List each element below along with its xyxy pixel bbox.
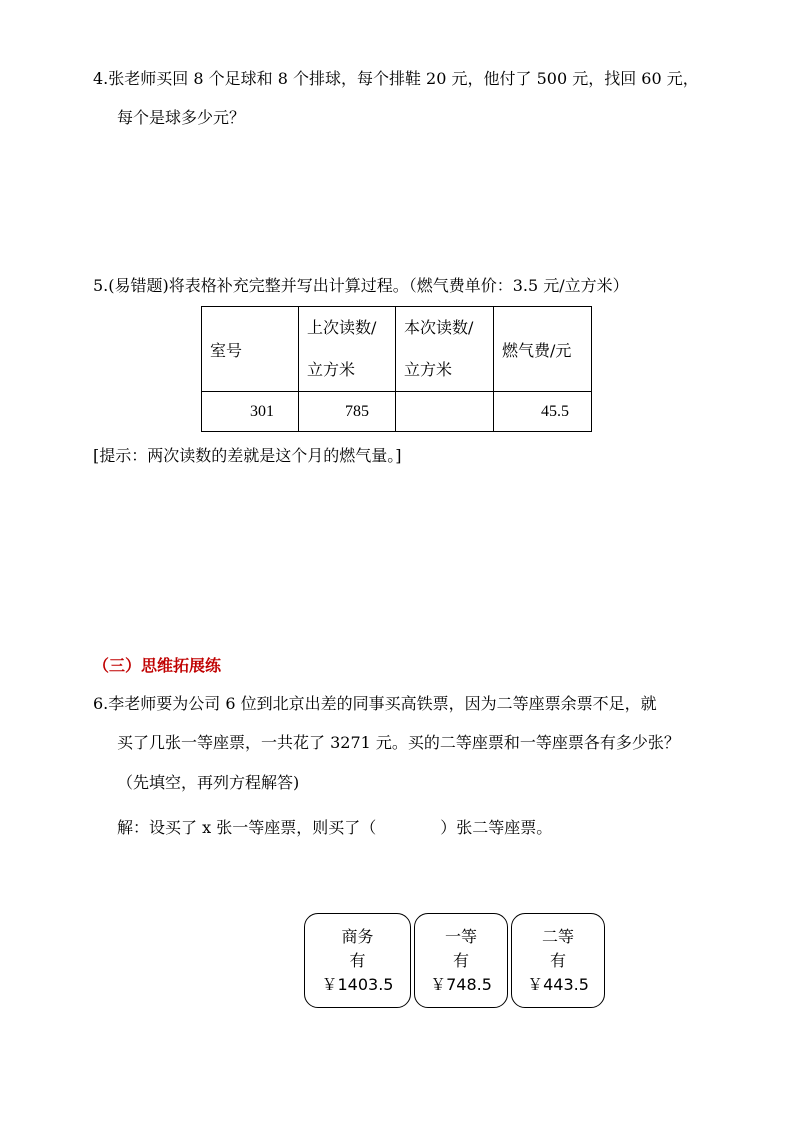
- q5-title: 5.(易错题)将表格补充完整并写出计算过程。（燃气费单价：3.5 元/立方米）: [93, 276, 629, 295]
- gas-fee-table: [201, 306, 592, 432]
- ticket-second-class: [511, 913, 605, 1008]
- q6-line4: 解：设买了 x 张一等座票，则买了（ ）张二等座票。: [117, 818, 553, 837]
- q4-line1: 4.张老师买回 8 个足球和 8 个排球，每个排鞋 20 元，他付了 500 元，找回 60 元，: [93, 69, 699, 88]
- header-curr-reading: 本次读数/ 立方米: [396, 307, 494, 392]
- ticket-business-name: 商务: [341, 926, 374, 946]
- cell-room: 301: [202, 392, 299, 432]
- q6-line3: （先填空，再列方程解答): [117, 773, 300, 792]
- q6-line2: 买了几张一等座票，一共花了 3271 元。买的二等座票和一等座票各有多少张？: [117, 733, 680, 752]
- ticket-second-price: ￥443.5: [527, 974, 589, 994]
- table-header-row: [202, 307, 592, 392]
- ticket-first-status: 有: [452, 950, 469, 970]
- q5-hint: [提示：两次读数的差就是这个月的燃气量。]: [93, 446, 402, 465]
- cell-curr-blank[interactable]: [396, 392, 494, 432]
- q6-line1: 6.李老师要为公司 6 位到北京出差的同事买高铁票，因为二等座票余票不足，就: [93, 694, 657, 713]
- cell-fee: 45.5: [494, 392, 592, 432]
- ticket-first-price: ￥748.5: [430, 974, 492, 994]
- header-fee: 燃气费/元: [494, 307, 592, 392]
- ticket-business-price: ￥1403.5: [321, 974, 394, 994]
- ticket-second-status: 有: [549, 950, 566, 970]
- ticket-business: [304, 913, 411, 1008]
- cell-prev: 785: [299, 392, 396, 432]
- section-title: （三）思维拓展练: [93, 656, 222, 675]
- ticket-business-status: 有: [349, 950, 366, 970]
- table-row: [202, 392, 592, 432]
- ticket-second-name: 二等: [541, 926, 574, 946]
- header-room: 室号: [202, 307, 299, 392]
- q4-line2: 每个是球多少元？: [117, 108, 246, 127]
- header-prev-reading: 上次读数/ 立方米: [299, 307, 396, 392]
- ticket-first-class: [414, 913, 508, 1008]
- ticket-first-name: 一等: [444, 926, 477, 946]
